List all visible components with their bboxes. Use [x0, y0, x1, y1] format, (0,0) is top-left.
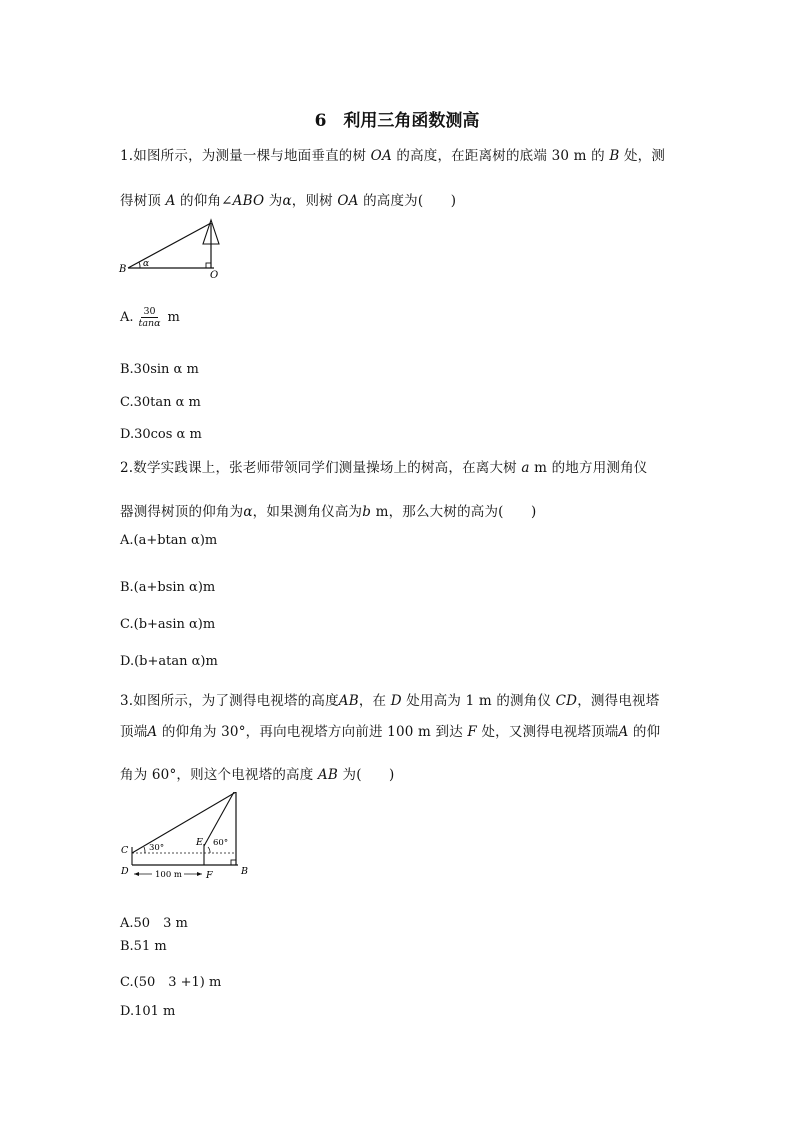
- q3-label-d: D: [121, 866, 129, 877]
- q3-label-b: B: [241, 866, 248, 877]
- page-title: 6 利用三角函数测高: [314, 111, 480, 131]
- q1-stem-line1: 1.如图所示，为测量一棵与地面垂直的树 OA 的高度，在距离树的底端 30 m 的 B 处，测: [120, 148, 666, 164]
- q3-stem-line2: 顶端A 的仰角为 30°，再向电视塔方向前进 100 m 到达 F 处，又测得电视塔顶端A 的仰: [120, 724, 661, 740]
- q2-option-b[interactable]: B.(a+bsin α)m: [120, 580, 216, 595]
- q1-option-c[interactable]: C.30tan α m: [120, 395, 201, 410]
- q3-option-a[interactable]: A.50 3 m: [120, 916, 188, 931]
- q1-label-o: O: [210, 270, 219, 280]
- q1-option-b[interactable]: B.30sin α m: [120, 362, 199, 377]
- q3-label-c: C: [121, 845, 129, 856]
- q1-stem-line2: 得树顶 A 的仰角∠ABO 为α，则树 OA 的高度为( ): [120, 193, 457, 209]
- q3-tower-figure: [118, 792, 258, 882]
- q2-stem-line1: 2.数学实践课上，张老师带领同学们测量操场上的树高，在离大树 a m 的地方用测角仪: [120, 460, 648, 476]
- q1-angle-arc: [139, 262, 140, 268]
- q2-option-c[interactable]: C.(b+asin α)m: [120, 617, 216, 632]
- q3-label-e: E: [196, 837, 203, 848]
- q2-option-a[interactable]: A.(a+btan α)m: [120, 533, 218, 548]
- q3-dimension-arrow-left: [134, 872, 139, 876]
- q3-label-60: 60°: [213, 838, 229, 848]
- q1-label-alpha: α: [143, 259, 150, 269]
- q3-right-angle-mark: [231, 860, 236, 865]
- q1-option-a[interactable]: A. $\frac{30}{\tan\alpha}$ m: [120, 306, 180, 329]
- q3-option-c[interactable]: C.(50 3 +1) m: [120, 975, 222, 990]
- q1-right-angle-mark: [206, 263, 211, 268]
- q3-option-b[interactable]: B.51 m: [120, 939, 167, 954]
- q3-angle-arc-60: [208, 847, 210, 853]
- q3-option-d[interactable]: D.101 m: [120, 1004, 176, 1019]
- q1-label-b: B: [119, 264, 127, 275]
- q3-label-distance: 100 m: [155, 870, 182, 880]
- q1-option-a-fraction: $\frac{30}{\tan\alpha}$: [138, 306, 161, 329]
- q3-label-30: 30°: [149, 843, 165, 853]
- q2-option-d[interactable]: D.(b+atan α)m: [120, 654, 218, 669]
- q3-angle-arc-30: [144, 847, 145, 853]
- q3-label-f: F: [206, 870, 213, 881]
- q2-stem-line2: 器测得树顶的仰角为α，如果测角仪高为b m，那么大树的高为( ): [120, 504, 537, 520]
- q1-option-d[interactable]: D.30cos α m: [120, 427, 202, 442]
- q1-sight-line: [128, 223, 211, 268]
- q3-dimension-arrow-right: [197, 872, 202, 876]
- q1-tree-figure: [118, 216, 228, 280]
- q3-stem-line3: 角为 60°，则这个电视塔的高度 AB 为( ): [120, 767, 395, 783]
- q3-stem-line1: 3.如图所示，为了测得电视塔的高度AB，在 D 处用高为 1 m 的测角仪 CD，测得电视塔: [120, 693, 660, 709]
